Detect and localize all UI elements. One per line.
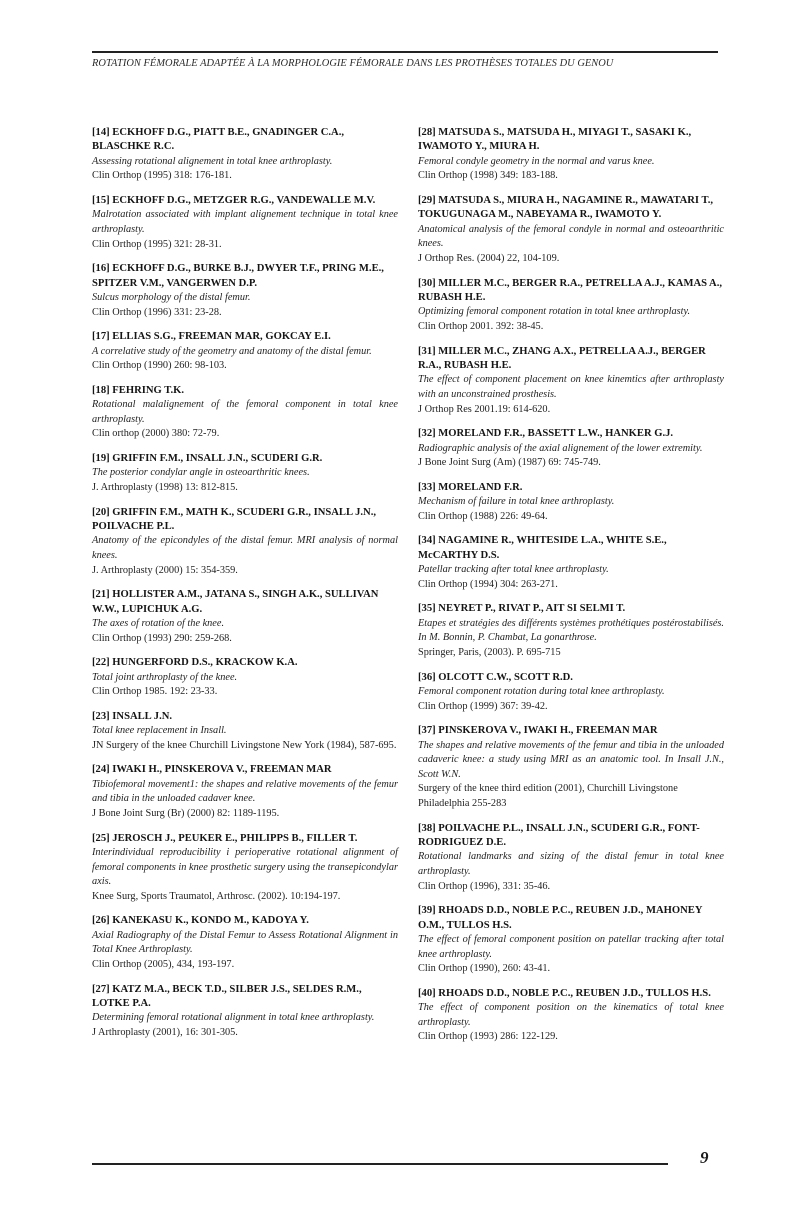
reference-authors: [26] KANEKASU K., KONDO M., KADOYA Y. — [92, 915, 309, 927]
reference-source: Clin Orthop 2001. 392: 38-45. — [418, 321, 544, 332]
reference-authors: [35] NEYRET P., RIVAT P., AIT SI SELMI T. — [418, 603, 626, 615]
reference-authors: [17] ELLIAS S.G., FREEMAN MAR, GOKCAY E.I. — [92, 331, 331, 343]
references-column-left — [92, 126, 398, 1051]
reference-source: Clin orthop (2000) 380: 72-79. — [92, 428, 220, 440]
reference-entry — [418, 724, 724, 811]
reference-source: Clin Orthop (1990) 260: 98-103. — [92, 360, 227, 372]
reference-title: Optimizing femoral component rotation in total knee arthroplasty. — [418, 306, 691, 318]
reference-entry — [418, 427, 724, 471]
reference-authors: [37] PINSKEROVA V., IWAKI H., FREEMAN MAR — [418, 725, 658, 737]
running-head: ROTATION FÉMORALE ADAPTÉE À LA MORPHOLOGIE FÉMORALE DANS LES PROTHÈSES TOTALES DU GENOU — [92, 58, 614, 69]
reference-authors: [18] FEHRING T.K. — [92, 384, 185, 396]
reference-entry — [92, 710, 398, 754]
header-rule — [92, 51, 718, 53]
reference-source: Clin Orthop 1985. 192: 23-33. — [92, 686, 218, 698]
reference-title: Malrotation associated with implant alignement technique in total knee arthroplasty. — [92, 209, 398, 235]
reference-source: Clin Orthop (1996) 331: 23-28. — [92, 306, 222, 318]
reference-source: Clin Orthop (1999) 367: 39-42. — [418, 700, 548, 712]
reference-authors: [36] OLCOTT C.W., SCOTT R.D. — [418, 671, 573, 683]
reference-entry — [418, 194, 724, 267]
reference-authors: [22] HUNGERFORD D.S., KRACKOW K.A. — [92, 657, 298, 669]
reference-entry — [418, 534, 724, 592]
reference-authors: [14] ECKHOFF D.G., PIATT B.E., GNADINGER C.A., BLASCHKE R.C. — [92, 127, 345, 153]
reference-authors: [31] MILLER M.C., ZHANG A.X., PETRELLA A.J., BERGER R.A., RUBASH H.E. — [418, 345, 706, 371]
reference-authors: [29] MATSUDA S., MIURA H., NAGAMINE R., MAWATARI T., TOKUGUNAGA M., NABEYAMA R., IWAMOTO Y. — [418, 195, 714, 221]
reference-source: Clin Orthop (1993) 286: 122-129. — [418, 1031, 558, 1043]
reference-entry — [418, 671, 724, 715]
reference-authors: [28] MATSUDA S., MATSUDA H., MIYAGI T., SASAKI K., IWAMOTO Y., MIURA H. — [418, 127, 692, 153]
reference-source: Clin Orthop (1990), 260: 43-41. — [418, 963, 551, 975]
reference-entry — [92, 330, 398, 374]
reference-authors: [20] GRIFFIN F.M., MATH K., SCUDERI G.R., INSALL J.N., POILVACHE P.L. — [92, 506, 376, 532]
reference-source: J Bone Joint Surg (Br) (2000) 82: 1189-1195. — [92, 807, 280, 819]
reference-entry — [92, 983, 398, 1041]
reference-entry — [92, 194, 398, 252]
reference-authors: [39] RHOADS D.D., NOBLE P.C., REUBEN J.D., MAHONEY O.M., TULLOS H.S. — [418, 905, 703, 931]
reference-source: J Orthop Res 2001.19: 614-620. — [418, 403, 551, 415]
reference-source: Clin Orthop (1994) 304: 263-271. — [418, 578, 558, 590]
reference-source: Clin Orthop (1996), 331: 35-46. — [418, 880, 551, 892]
references-column-right — [418, 126, 724, 1055]
reference-source: JN Surgery of the knee Churchill Livingstone New York (1984), 587-695. — [92, 739, 397, 751]
reference-title: Mechanism of failure in total knee arthroplasty. — [418, 496, 615, 508]
reference-authors: [15] ECKHOFF D.G., METZGER R.G., VANDEWALLE M.V. — [92, 195, 376, 206]
reference-entry — [418, 904, 724, 977]
reference-title: Femoral component rotation during total knee arthroplasty. — [418, 685, 665, 697]
reference-title: Assessing rotational alignement in total knee arthroplasty. — [92, 155, 333, 167]
reference-source: Surgery of the knee third edition (2001), Churchill Livingstone Philadelphia 255-283 — [418, 783, 678, 809]
reference-title: The effect of femoral component position on patellar tracking after total knee arthroplasty. — [418, 933, 724, 960]
reference-entry — [92, 656, 398, 700]
reference-title: The posterior condylar angle in osteoarthritic knees. — [92, 467, 310, 479]
reference-entry — [418, 987, 724, 1045]
reference-authors: [30] MILLER M.C., BERGER R.A., PETRELLA A.J., KAMAS A., RUBASH H.E. — [418, 277, 723, 303]
reference-entry — [92, 262, 398, 320]
reference-source: Clin Orthop (1988) 226: 49-64. — [418, 510, 548, 522]
reference-entry — [92, 506, 398, 579]
reference-title: The effect of component position on the kinematics of total knee arthroplasty. — [418, 1002, 724, 1028]
reference-source: Knee Surg, Sports Traumatol, Arthrosc. (2002). 10:194-197. — [92, 890, 341, 902]
reference-title: The effect of component placement on knee kinemtics after arthroplasty with an unconstrained prosthesis. — [418, 374, 724, 400]
reference-title: The axes of rotation of the knee. — [92, 617, 225, 629]
reference-title: Patellar tracking after total knee arthroplasty. — [418, 564, 609, 576]
reference-title: Total knee replacement in Insall. — [92, 725, 227, 737]
reference-source: Clin Orthop (1998) 349: 183-188. — [418, 170, 558, 182]
reference-entry — [418, 345, 724, 418]
reference-entry — [92, 763, 398, 821]
reference-source: J. Arthroplasty (2000) 15: 354-359. — [92, 564, 238, 576]
reference-source: J Orthop Res. (2004) 22, 104-109. — [418, 253, 560, 264]
reference-authors: [40] RHOADS D.D., NOBLE P.C., REUBEN J.D., TULLOS H.S. — [418, 987, 711, 999]
reference-entry — [92, 832, 398, 905]
reference-authors: [33] MORELAND F.R. — [418, 481, 523, 493]
reference-title: Tibiofemoral movement1: the shapes and relative movements of the femur and tibia in the unloaded cadaver knee. — [92, 778, 398, 805]
reference-entry — [418, 277, 724, 335]
reference-source: J Bone Joint Surg (Am) (1987) 69: 745-749. — [418, 457, 601, 469]
reference-authors: [16] ECKHOFF D.G., BURKE B.J., DWYER T.F., PRING M.E., SPITZER V.M., VANGERWEN D.P. — [92, 263, 384, 289]
reference-source: Clin Orthop (1995) 321: 28-31. — [92, 238, 222, 250]
reference-entry — [92, 914, 398, 972]
reference-source: Clin Orthop (2005), 434, 193-197. — [92, 958, 235, 970]
reference-title: Anatomical analysis of the femoral condyle in normal and osteoarthritic knees. — [418, 223, 724, 250]
reference-authors: [38] POILVACHE P.L., INSALL J.N., SCUDERI G.R., FONT-RODRIGUEZ D.E. — [418, 822, 700, 848]
reference-authors: [25] JEROSCH J., PEUKER E., PHILIPPS B., FILLER T. — [92, 832, 358, 844]
reference-title: Femoral condyle geometry in the normal and varus knee. — [418, 155, 655, 167]
reference-source: J. Arthroplasty (1998) 13: 812-815. — [92, 481, 238, 493]
reference-title: A correlative study of the geometry and anatomy of the distal femur. — [92, 345, 372, 357]
reference-title: Total joint arthroplasty of the knee. — [92, 671, 238, 683]
reference-authors: [23] INSALL J.N. — [92, 710, 173, 722]
reference-title: Determining femoral rotational alignment in total knee arthroplasty. — [92, 1012, 375, 1024]
reference-source: Clin Orthop (1995) 318: 176-181. — [92, 170, 232, 182]
reference-entry — [418, 822, 724, 895]
reference-entry — [418, 602, 724, 660]
reference-source: Springer, Paris, (2003). P. 695-715 — [418, 646, 561, 658]
reference-source: J Arthroplasty (2001), 16: 301-305. — [92, 1026, 238, 1038]
page-number: 9 — [700, 1148, 709, 1167]
reference-authors: [27] KATZ M.A., BECK T.D., SILBER J.S., SELDES R.M., LOTKE P.A. — [92, 983, 362, 1009]
reference-entry — [92, 588, 398, 646]
reference-entry — [92, 126, 398, 184]
reference-authors: [24] IWAKI H., PINSKEROVA V., FREEMAN MAR — [92, 764, 332, 776]
reference-entry — [92, 452, 398, 496]
reference-entry — [418, 481, 724, 525]
reference-title: Interindividual reproducibility i perioperative rotational alignment of femoral components in knee prosthetic surgery using the transepicondylar axis. — [92, 846, 398, 888]
reference-title: Rotational malalignement of the femoral component in total knee arthroplasty. — [92, 399, 398, 425]
reference-title: Axial Radiography of the Distal Femur to Assess Rotational Alignment in Total Knee Arthroplasty. — [92, 929, 398, 956]
footer-rule — [92, 1163, 668, 1165]
reference-entry — [418, 126, 724, 184]
reference-entry — [92, 384, 398, 442]
reference-title: Rotational landmarks and sizing of the distal femur in total knee arthroplasty. — [418, 851, 724, 877]
reference-title: The shapes and relative movements of the femur and tibia in the unloaded cadaveric knee: a study using MRI as an anatomic tool. In Insall J.N., Scott W.N. — [418, 739, 724, 780]
reference-source: Clin Orthop (1993) 290: 259-268. — [92, 632, 232, 644]
reference-title: Etapes et stratégies des différents systèmes prothétiques postérostabilisés. In M. Bonnin, P. Chambat, La gonarthrose. — [418, 617, 724, 644]
reference-authors: [19] GRIFFIN F.M., INSALL J.N., SCUDERI G.R. — [92, 452, 323, 464]
reference-authors: [21] HOLLISTER A.M., JATANA S., SINGH A.K., SULLIVAN W.W., LUPICHUK A.G. — [92, 589, 379, 615]
reference-authors: [34] NAGAMINE R., WHITESIDE L.A., WHITE S.E., McCARTHY D.S. — [418, 535, 667, 561]
reference-title: Anatomy of the epicondyles of the distal femur. MRI analysis of normal knees. — [92, 535, 398, 561]
reference-title: Radiographic analysis of the axial alignement of the lower extremity. — [418, 442, 703, 454]
reference-title: Sulcus morphology of the distal femur. — [92, 292, 251, 303]
reference-authors: [32] MORELAND F.R., BASSETT L.W., HANKER G.J. — [418, 428, 674, 440]
